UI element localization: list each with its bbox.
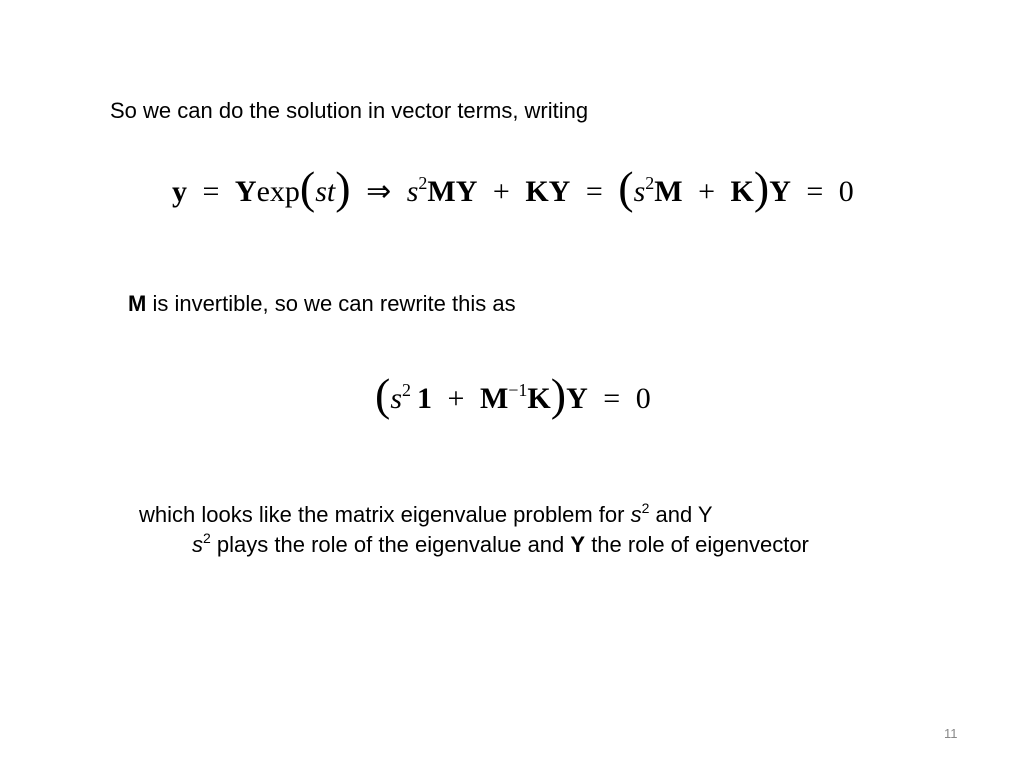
eigen-squared: 2 xyxy=(641,500,650,516)
invertible-M: M xyxy=(128,291,147,316)
eq1-M: M xyxy=(654,175,683,208)
eq2-equals: = xyxy=(603,382,621,415)
eq1-Y: Y xyxy=(234,175,257,208)
eq1-MY: MY xyxy=(427,175,478,208)
eq2-M: M xyxy=(479,382,509,415)
eq2-s: s xyxy=(390,382,403,415)
eq2-K: K xyxy=(527,382,551,415)
eq1-equals-2: = xyxy=(585,175,603,208)
role-post: the role of eigenvector xyxy=(585,532,809,557)
eq1-K: K xyxy=(730,175,754,208)
eq1-st: st xyxy=(315,175,336,208)
eq1-s-2: s xyxy=(633,175,646,208)
intro-text: So we can do the solution in vector terms, writing xyxy=(110,98,589,123)
eq2-plus: + xyxy=(447,382,465,415)
equation-2: ($s^2$ $1 + M^{-1}K)Y = 0$ xyxy=(375,369,651,420)
invertible-rest: is invertible, so we can rewrite this as xyxy=(146,291,516,316)
role-mid: plays the role of the eigenvalue and xyxy=(210,532,571,557)
page-number: 11 xyxy=(944,726,958,741)
eq1-plus-2: + xyxy=(698,175,716,208)
eq1-equals-3: = xyxy=(806,175,824,208)
eq1-s: s xyxy=(406,175,419,208)
eq1-implies: ⇒ xyxy=(366,175,392,208)
eq1-y: y xyxy=(172,175,187,208)
role-Y: Y xyxy=(570,532,586,557)
eigen-post: and Y xyxy=(649,502,713,527)
eq1-zero: 0 xyxy=(838,175,854,208)
eq2-Y: Y xyxy=(566,382,588,415)
invertible-text xyxy=(128,291,516,317)
eq1-exp: exp xyxy=(256,175,300,208)
eq2-zero: 0 xyxy=(635,382,651,415)
role-text xyxy=(192,532,809,558)
eq1-plus: + xyxy=(492,175,510,208)
eq1-equals: = xyxy=(202,175,220,208)
eq2-one: 1 xyxy=(417,382,433,415)
eq1-Y-2: Y xyxy=(769,175,791,208)
role-s: s xyxy=(192,532,203,557)
eq1-squared: 2 xyxy=(418,173,428,193)
eigen-pre: which looks like the matrix eigenvalue problem for xyxy=(139,502,631,527)
equation-1: y = Yexp(st) ⇒ $s^2MY$ + KY = $(s^2M + K)Y = 0$ xyxy=(172,162,854,213)
eigen-s: s xyxy=(630,502,642,527)
eq2-inverse: −1 xyxy=(508,380,528,400)
eq2-squared: 2 xyxy=(402,380,412,400)
eq1-KY: KY xyxy=(525,175,571,208)
role-squared: 2 xyxy=(203,530,211,546)
eigenvalue-text xyxy=(139,502,713,528)
eq1-squared-2: 2 xyxy=(645,173,655,193)
